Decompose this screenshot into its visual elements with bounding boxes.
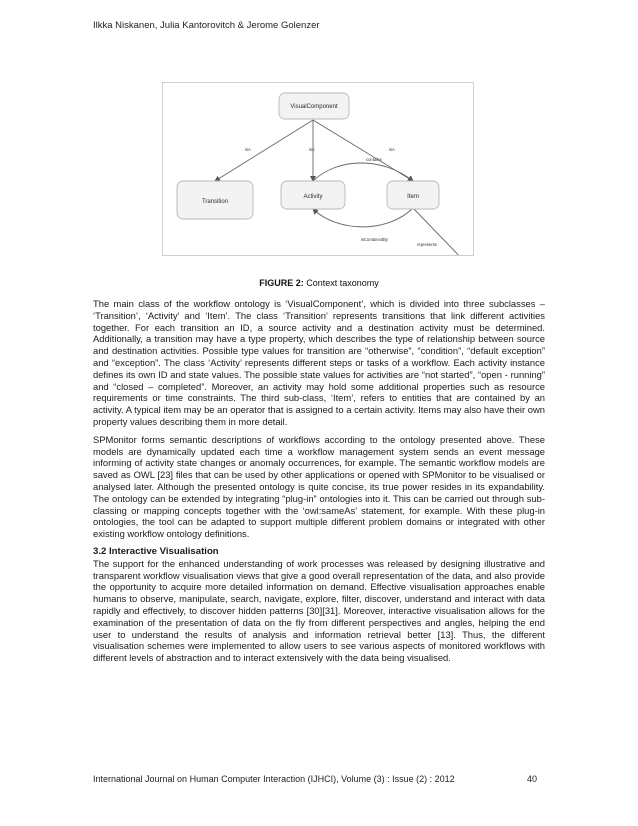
paragraph: The support for the enhanced understanding of work processes was released by designing illustrative and transparent workflow visualisation views that give a good overall representation of the data, and also provide the opportunity to acquire more detailed information on demand. Effective visualisation approaches enable humans to observe, manipulate, search, navigate, explore, filter, discover, understand and interact with data rapidly and effectively, to discover hidden patterns [30][31]. Moreover, interactive visualisation allows for the examination of the presentation of data on the fly from different perspectives and angles, helping the end user to understand the results of analysis and information retrieval better [13]. Thus, the different visualisation schemes were implemented to allow users to see various aspects of monitored workflows with different levels of abstraction and to interact extensively with the data being visualised. — [93, 557, 545, 664]
figure-caption — [93, 278, 545, 288]
paragraph: SPMonitor forms semantic descriptions of workflows according to the ontology presented above. These models are dynamically updated each time a workflow management system sends an event message informing of activity state changes or anomaly occurrences, for example. The semantic workflow models are saved as OWL [23] files that can be used by other applications or opened with SPMonitor to be visualised or analysed later. Although the presented ontology is quite concise, its true power resides in its expandability. The ontology can be extended by integrating “plug-in” ontologies into it. This can be carried out through sub-classing or mapping concepts together with the ‘owl:sameAs’ statement, for example. With these plug-in ontologies, the tool can be adapted to support multiple different problem domains or integrated with other existing workflow ontology definitions. — [93, 433, 545, 540]
running-head: Ilkka Niskanen, Julia Kantorovitch & Jerome Golenzer — [93, 20, 320, 31]
edge-label-isa-left: isA — [245, 147, 251, 152]
body-text — [93, 298, 545, 670]
edge-label-represents: represents — [417, 242, 437, 247]
figure-caption-label: FIGURE 2: — [259, 278, 304, 288]
edge-label-is-contained-by: isContainedBy — [361, 237, 389, 242]
footer-journal: International Journal on Human Computer Interaction (IJHCI), Volume (3) : Issue (2) : 2012 — [93, 774, 455, 784]
paragraph: The main class of the workflow ontology is ‘VisualComponent’, which is divided into three subclasses – ‘Transition’, ‘Activity’ and ‘Item’. The class ‘Transition’ represents transitions that link different activities together. For each transition an ID, a source activity and a destination activity must be determined. Additionally, a transition may have a type property, which describes the type of relationship between source and destination activities. Possible type values for transition are “otherwise”, “condition”, “default exception” and “exception”. The class ‘Activity’ represents different steps or tasks of a workflow. Each activity instance defines its own ID and state values. The possible state values for activities are “not started”, “open - running” and “closed – completed”. Moreover, an activity may hold some additional properties such as resource requirements or time constraints. The third sub-class, ‘Item’, refers to entities that are contained by an activity. A typical item may be an operator that is assigned to a certain activity. Items may also have their own property values describing them in more detail. — [93, 298, 545, 427]
edge-label-isa-right: isA — [389, 147, 395, 152]
node-transition-label: Transition — [201, 199, 229, 205]
edge-isa-transition — [215, 120, 313, 181]
edge-represents — [413, 208, 469, 255]
edge-label-contains: contains — [366, 157, 382, 162]
edge-label-isa-middle: isA — [309, 147, 315, 152]
node-activity-label: Activity — [303, 194, 323, 200]
figure-context-taxonomy — [162, 82, 474, 256]
node-visual-component-label: VisualComponent — [290, 104, 338, 110]
node-item-label: Item — [407, 194, 419, 200]
figure-caption-text: Context taxonomy — [306, 278, 379, 288]
page-number: 40 — [526, 774, 537, 784]
page-footer — [93, 774, 545, 784]
section-heading: 3.2 Interactive Visualisation — [93, 545, 219, 557]
taxonomy-diagram — [163, 83, 473, 255]
edge-is-contained-by — [313, 208, 413, 227]
